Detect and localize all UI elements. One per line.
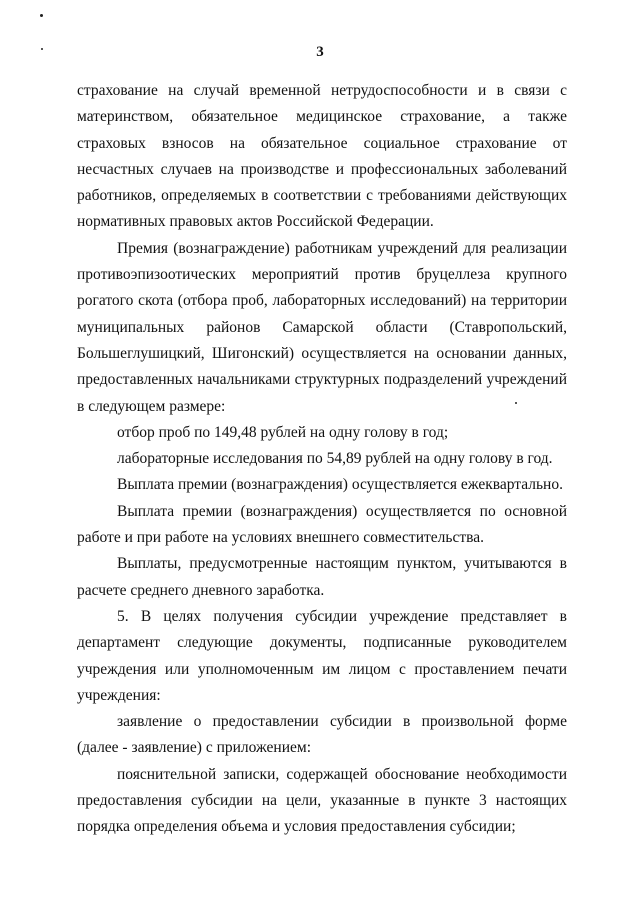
paragraph-bonus: Премия (вознаграждение) работникам учреждений для реализации противоэпизоотических мероприятий против бруцеллеза крупного рогатого скота (отбора проб, лабораторных исследований) на территории муниципальных районов Самарской области (Ставропольский, Большеглушицкий, Шигонский) осуществляется на основании данных, предоставленных начальниками структурных подразделений учреждений в следующем размере: (77, 239, 567, 415)
paragraph-average-earnings: Выплаты, предусмотренные настоящим пунктом, учитываются в расчете среднего дневного заработка. (77, 555, 567, 599)
page-number: 3 (316, 44, 324, 60)
list-item-sampling: отбор проб по 149,48 рублей на одну голову в год; (117, 423, 449, 441)
list-item-lab-tests: лабораторные исследования по 54,89 рублей на одну голову в год. (117, 450, 553, 468)
paragraph-section-5: 5. В целях получения субсидии учреждение представляет в департамент следующие документы, подписанные руководителем учреждения или уполномоченным им лицом с проставлением печати учреждения: (77, 607, 567, 704)
scan-speck (40, 14, 43, 17)
body-text (77, 78, 567, 841)
paragraph-quarterly: Выплата премии (вознаграждения) осуществляется ежеквартально. (117, 476, 563, 494)
paragraph-continuation: страхование на случай временной нетрудоспособности и в связи с материнством, обязательное медицинское страхование, а также страховых взносов на обязательное социальное страхование от несчастных случаев на производстве и профессиональных заболеваний работников, определяемых в соответствии с требованиями действующих нормативных правовых актов Российской Федерации. (77, 82, 567, 231)
paragraph-application: заявление о предоставлении субсидии в произвольной форме (далее - заявление) с приложением: (77, 713, 567, 757)
paragraph-explanatory-note: пояснительной записки, содержащей обоснование необходимости предоставления субсидии на цели, указанные в пункте 3 настоящих порядка определения объема и условия предоставления субсидии; (77, 765, 567, 836)
paragraph-main-work: Выплата премии (вознаграждения) осуществляется по основной работе и при работе на условиях внешнего совместительства. (77, 502, 567, 547)
